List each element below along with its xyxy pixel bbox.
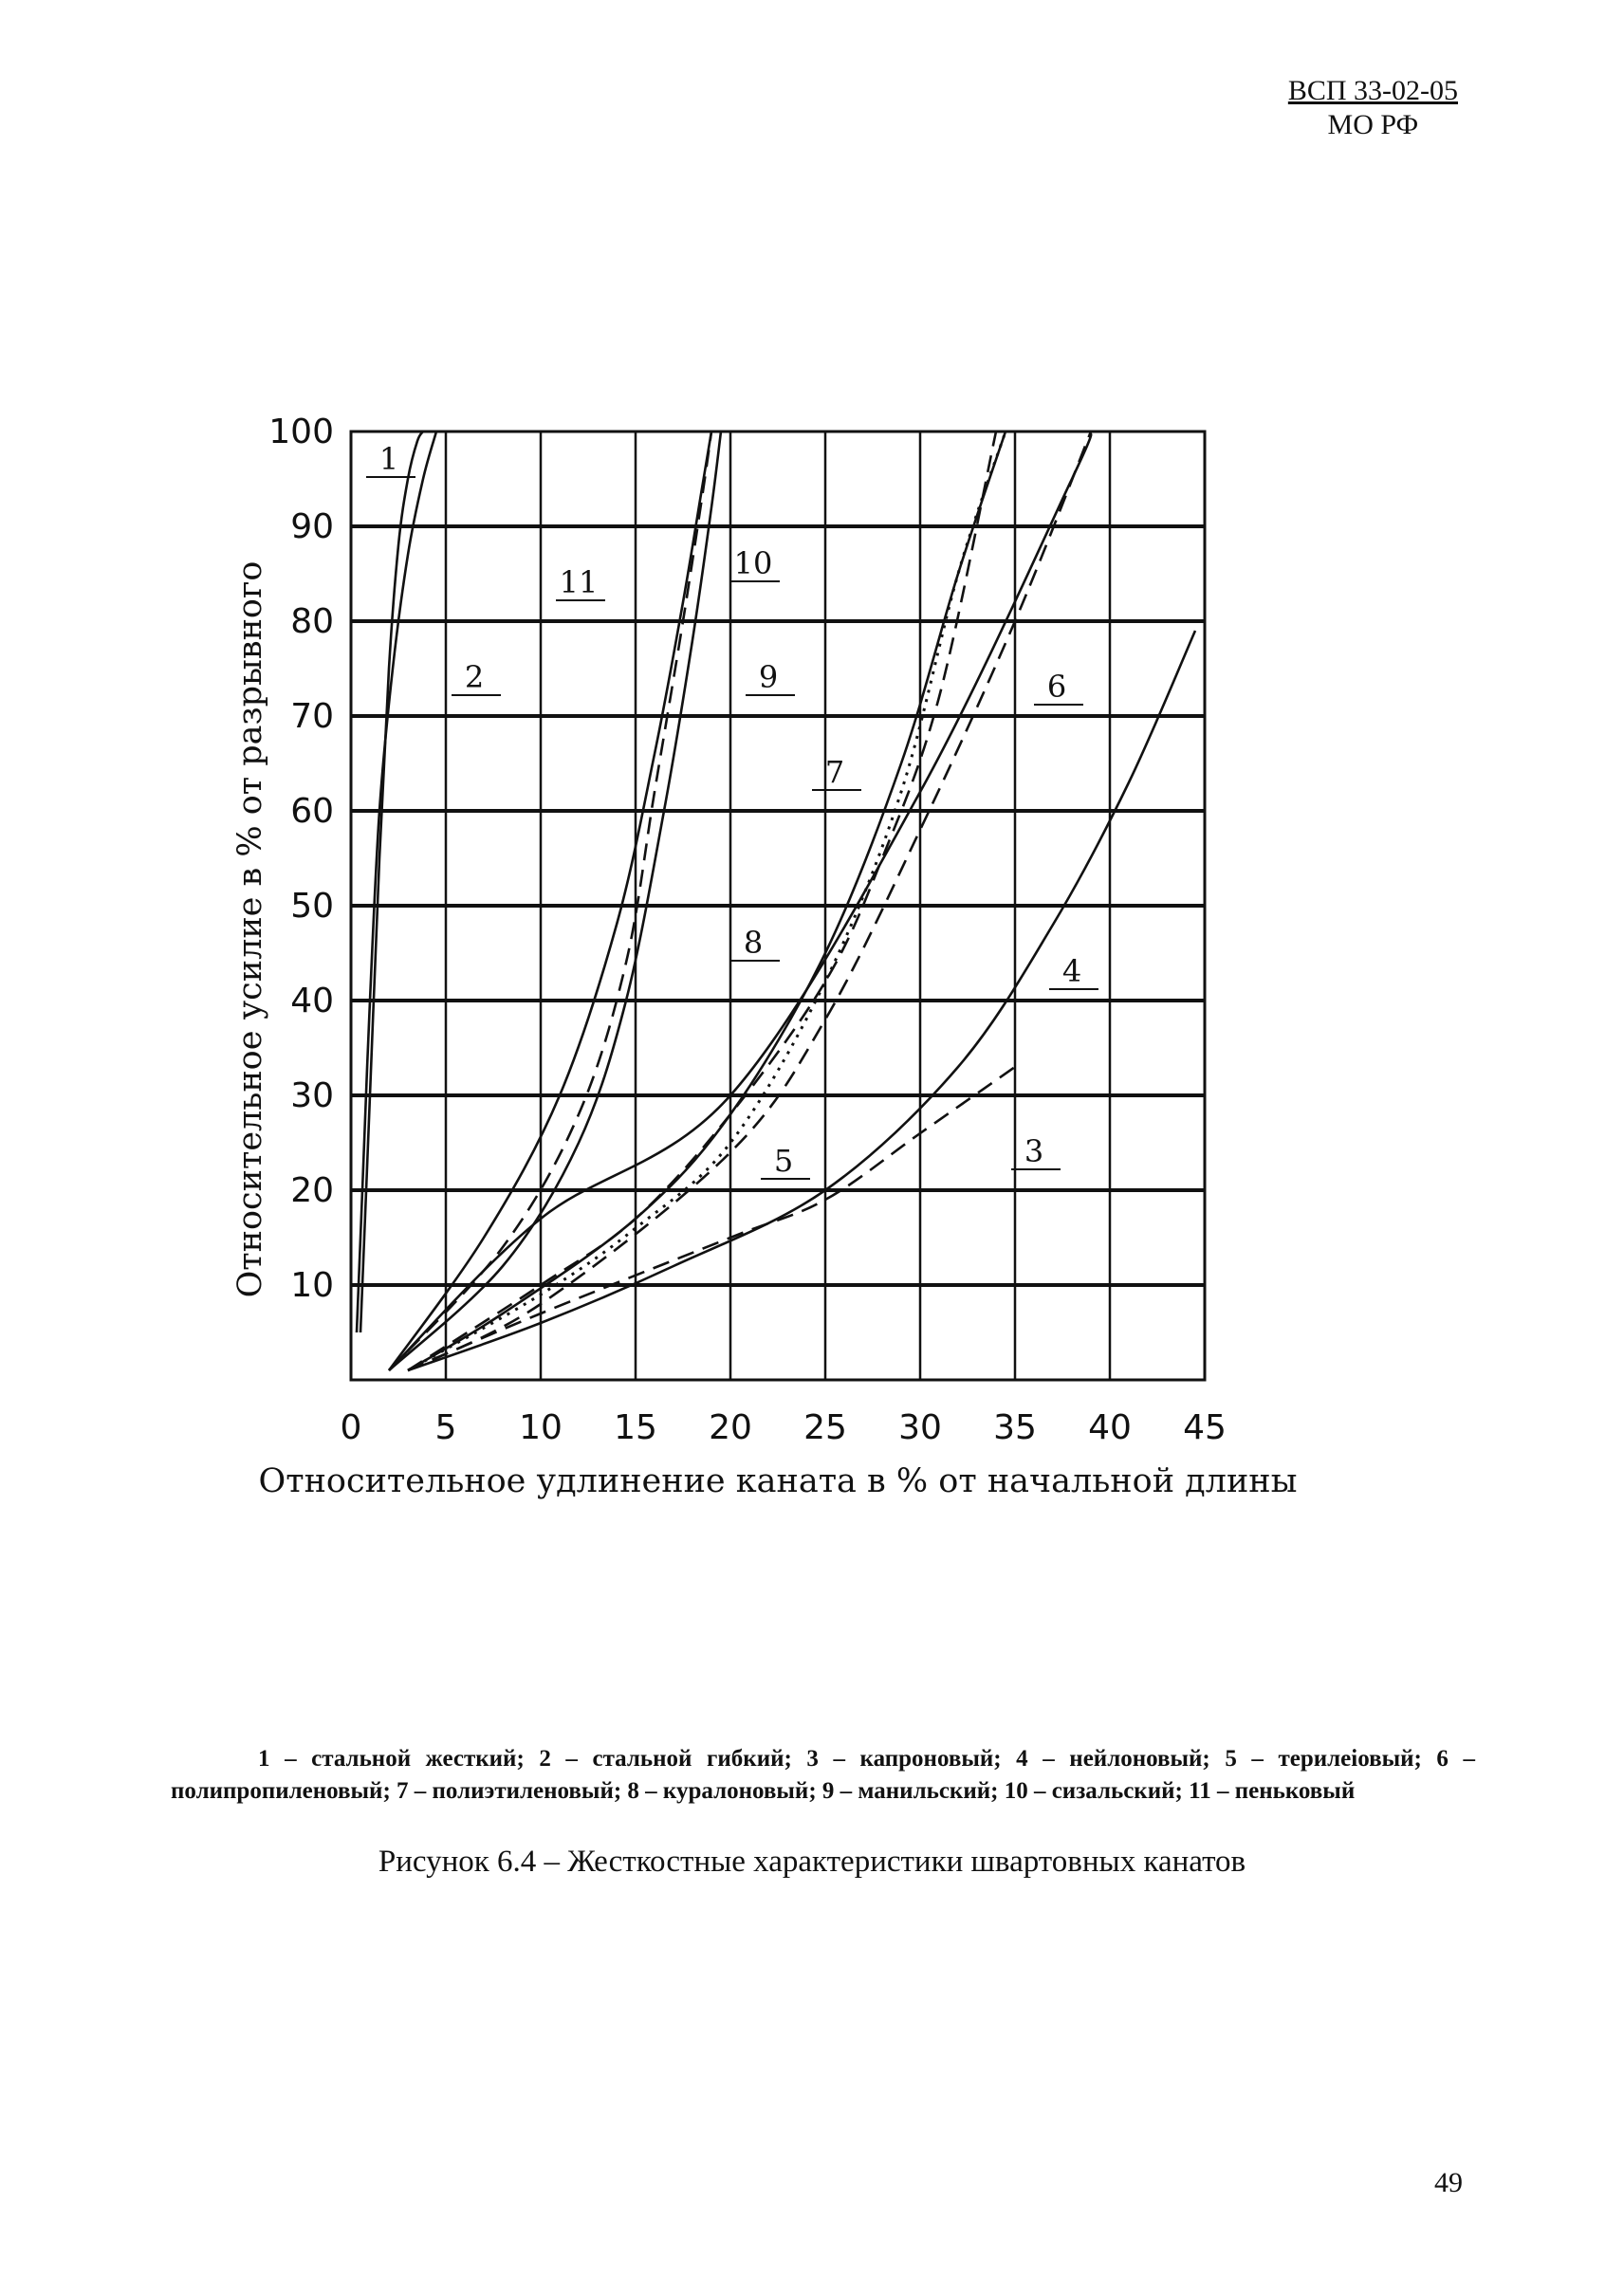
- x-tick-label: 15: [614, 1408, 657, 1447]
- legend-text: [171, 1743, 1475, 1808]
- legend-paragraph: 1 – стальной жесткий; 2 – стальной гибкий; 3 – капроновый; 4 – нейлоновый; 5 – терилеіовый; 6 – полипропиленовый; 7 – полиэтиленовый; 8 – куралоновый; 9 – манильский; 10 – сизальский; 11 – пеньковый: [171, 1746, 1475, 1804]
- y-tick-label: 70: [290, 697, 334, 736]
- y-tick-label: 50: [290, 887, 334, 926]
- curve-label-2: 2: [464, 659, 485, 695]
- y-tick-label: 60: [290, 792, 334, 831]
- curve-label-10: 10: [733, 545, 773, 581]
- x-tick-label: 40: [1088, 1408, 1132, 1447]
- x-tick-label: 20: [709, 1408, 752, 1447]
- x-tick-label: 5: [434, 1408, 457, 1447]
- y-tick-label: 20: [290, 1171, 334, 1210]
- y-tick-label: 100: [268, 413, 334, 451]
- figure-caption: Рисунок 6.4 – Жесткостные характеристики швартовных канатов: [378, 1845, 1246, 1879]
- curve-label-9: 9: [758, 659, 779, 695]
- curve-label-6: 6: [1046, 669, 1067, 705]
- x-tick-label: 45: [1183, 1408, 1227, 1447]
- curve-label-5: 5: [773, 1143, 794, 1179]
- organization: МО РФ: [1327, 109, 1419, 140]
- series-line-11: [389, 432, 711, 1370]
- series-line-10: [389, 432, 711, 1370]
- series-line-3: [408, 1067, 1015, 1370]
- series-line-9: [389, 432, 721, 1370]
- x-tick-label: 30: [898, 1408, 942, 1447]
- page-number: 49: [1434, 2167, 1463, 2198]
- curve-label-3: 3: [1024, 1133, 1044, 1169]
- series-line-8: [408, 432, 1006, 1370]
- y-tick-label: 30: [290, 1076, 334, 1115]
- curves: [357, 432, 1195, 1370]
- document-code: ВСП 33-02-05: [1287, 75, 1458, 106]
- y-tick-label: 40: [290, 982, 334, 1020]
- curve-label-4: 4: [1061, 953, 1082, 989]
- curve-label-11: 11: [559, 564, 599, 600]
- series-line-2: [360, 432, 423, 1332]
- curve-label-8: 8: [743, 925, 764, 961]
- grid: [351, 432, 1205, 1380]
- y-tick-label: 90: [290, 507, 334, 546]
- x-tick-label: 10: [519, 1408, 563, 1447]
- y-tick-label: 10: [290, 1266, 334, 1305]
- x-tick-label: 35: [993, 1408, 1037, 1447]
- series-line-7: [408, 432, 1006, 1370]
- y-axis-label: Относительное усилие в % от разрывного: [231, 560, 269, 1298]
- x-axis-label: Относительное удлинение каната в % от начальной длины: [258, 1462, 1298, 1500]
- curve-label-1: 1: [378, 441, 399, 477]
- x-tick-label: 25: [803, 1408, 847, 1447]
- y-tick-label: 80: [290, 602, 334, 641]
- curve-label-7: 7: [824, 754, 845, 790]
- x-tick-label: 0: [340, 1408, 362, 1447]
